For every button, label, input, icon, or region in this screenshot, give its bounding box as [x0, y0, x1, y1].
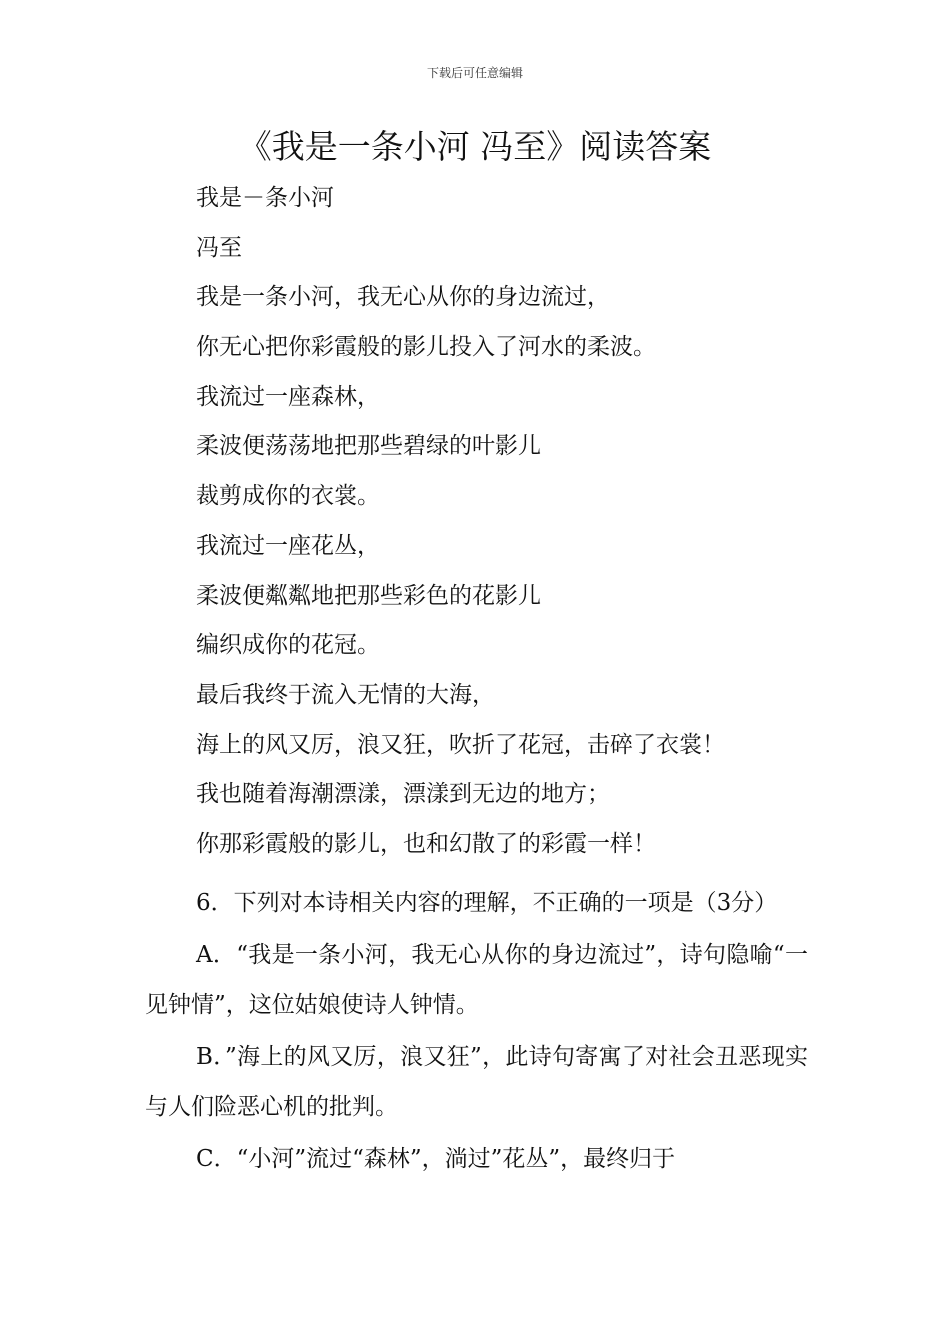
poem-line: 最后我终于流入无情的大海，	[196, 681, 495, 708]
question-stem: 6．下列对本诗相关内容的理解，不正确的一项是（3分）	[196, 890, 778, 916]
poem-line: 柔波便粼粼地把那些彩色的花影儿	[196, 582, 541, 609]
option-b: B．”海上的风又厉，浪又狂”，此诗句寄寓了对社会丑恶现实与人们险恶心机的批判。	[145, 1044, 808, 1120]
poem-line: 柔波便荡荡地把那些碧绿的叶影儿	[196, 433, 541, 460]
poem-author: 冯至	[196, 234, 242, 261]
poem-line: 我是一条小河，我无心从你的身边流过，	[196, 284, 610, 311]
poem-line: 我也随着海潮漂漾，漂漾到无边的地方；	[196, 781, 610, 808]
poem-line: 裁剪成你的衣裳。	[196, 483, 380, 510]
poem-line: 你无心把你彩霞般的影儿投入了河水的柔波。	[196, 334, 656, 361]
poem-line: 海上的风又厉，浪又狂，吹折了花冠，击碎了衣裳！	[196, 731, 725, 758]
poem-line: 我流过一座森林，	[196, 383, 380, 410]
page-header-note: 下载后可任意编辑	[426, 66, 523, 80]
poem-title: 我是－条小河	[196, 185, 334, 211]
poem-line: 你那彩霞般的影儿，也和幻散了的彩霞一样！	[196, 830, 656, 857]
option-a: A．“我是一条小河，我无心从你的身边流过”，诗句隐喻“一见钟情”，这位姑娘使诗人钟情。	[145, 942, 808, 1018]
option-c: C．“小河”流过“森林”，淌过”花丛”，最终归于	[196, 1146, 676, 1172]
poem-line: 编织成你的花冠。	[196, 632, 380, 659]
poem-line: 我流过一座花丛，	[196, 532, 380, 559]
question-section	[145, 878, 808, 1186]
document-title: 《我是一条小河 冯至》阅读答案	[238, 127, 712, 166]
poem-text	[196, 178, 836, 874]
